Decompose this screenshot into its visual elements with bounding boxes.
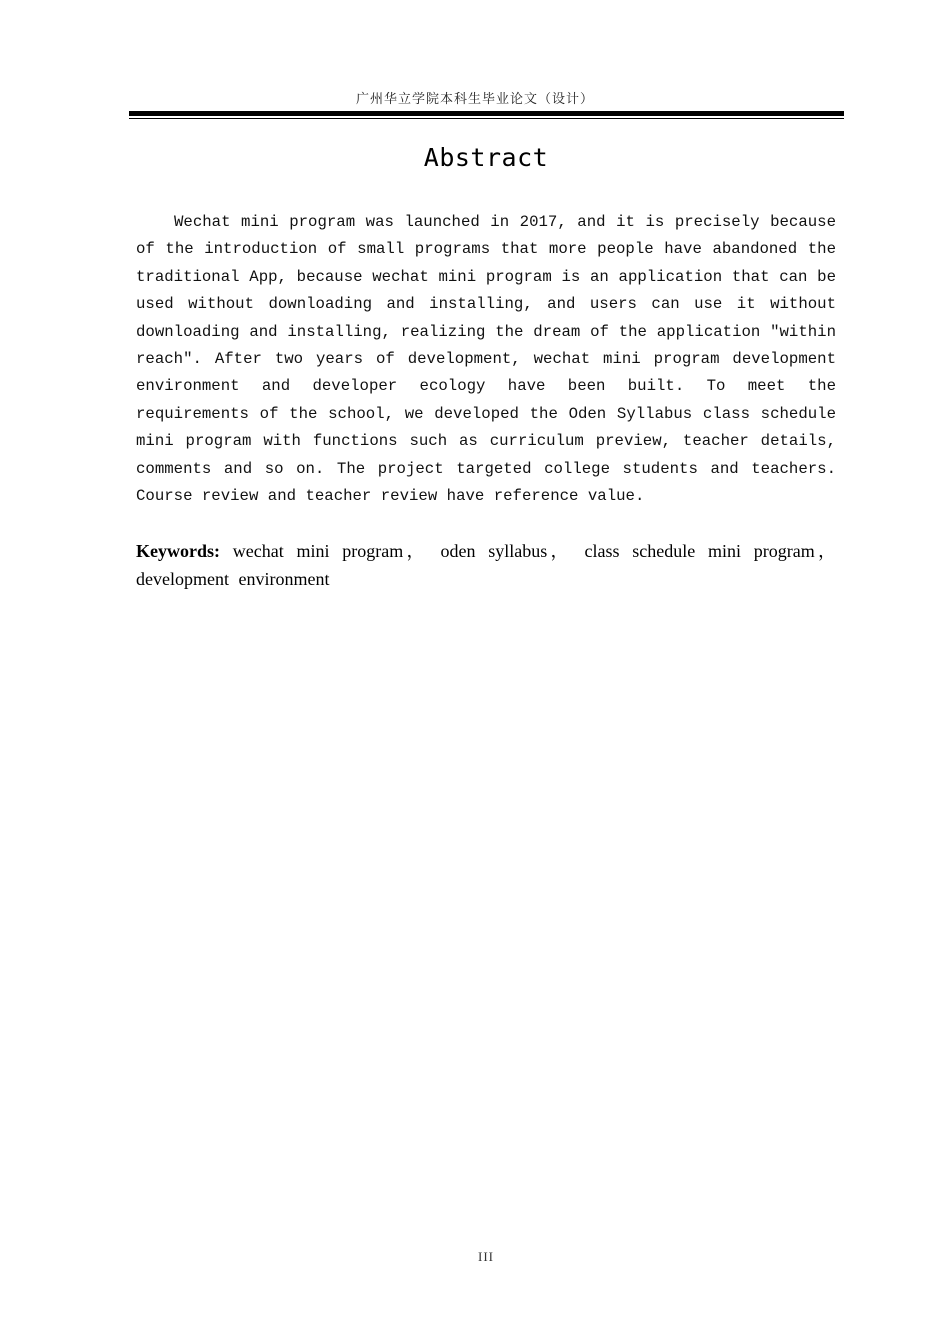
header-rule-thin [129,118,844,119]
keywords-paragraph [136,537,836,593]
running-header: 广州华立学院本科生毕业论文（设计） [355,92,594,107]
abstract-body: Wechat mini program was launched in 2017, and it is precisely because of the introduction of small programs that more people have abandoned the traditional App, because wechat mini program is an application that can be used without downloading and installing, and users can use it without downloading and installing, realizing the dream of the application "within reach". After two years of development, wechat mini program development environment and developer ecology have been built. To meet the requirements of the school, we developed the Oden Syllabus class schedule mini program with functions such as curriculum preview, teacher details, comments and so on. The project targeted college students and teachers. Course review and teacher review have reference value. [136,213,836,506]
page-number: III [478,1249,494,1264]
keywords-list: wechat mini program， oden syllabus， class schedule mini program，development environment [136,541,837,589]
keywords-label: Keywords: [136,541,220,561]
abstract-title: Abstract [423,143,549,172]
header-rule-thick [129,111,844,116]
